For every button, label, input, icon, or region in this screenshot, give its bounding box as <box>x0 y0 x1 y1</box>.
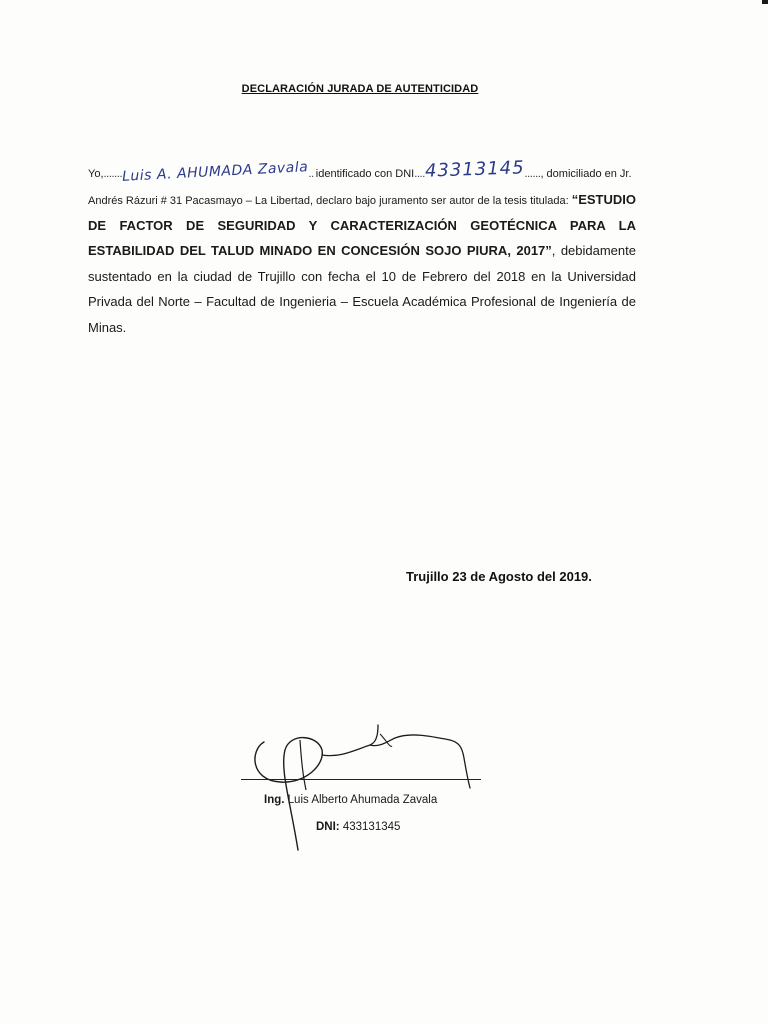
dni-dotted-field: .... <box>414 168 425 180</box>
titled-label: titulada: <box>530 195 569 207</box>
handwritten-name: Luis A. AHUMADA Zavala <box>121 159 309 185</box>
scan-corner-mark <box>762 0 768 4</box>
domiciled-label: , domiciliado en Jr. <box>540 168 632 180</box>
paragraph-rest: , debidamente sustentado en la ciudad de Trujillo con fecha el 10 de Febrero del 2018 en la Universidad Privada del Norte – Facultad de Ingenieria – Escuela Académica Profesional de Ingeniería de Minas. <box>88 243 636 335</box>
declarant-line <box>88 156 636 185</box>
signer-name: Luis Alberto Ahumada Zavala <box>287 794 438 806</box>
document-title: DECLARACIÓN JURADA DE AUTENTICIDAD <box>241 83 479 95</box>
date-line: Trujillo 23 de Agosto del 2019. <box>406 569 592 584</box>
dni-value: 433131345 <box>342 821 401 833</box>
name-dotted-field-end: .. <box>308 168 314 180</box>
thesis-title: “ESTUDIO DE FACTOR DE SEGURIDAD Y CARACTERIZACIÓN GEOTÉCNICA PARA LA ESTABILIDAD DEL TALUD MINADO EN CONCESIÓN SOJO PIURA, 2017” <box>88 192 636 258</box>
signer-prefix: Ing. <box>264 794 285 806</box>
signer-name-line <box>264 794 437 806</box>
signature-line <box>241 779 481 780</box>
dni-dotted-field-end: ...... <box>524 168 541 180</box>
name-dotted-field: ....... <box>103 168 123 180</box>
handwritten-dni-field <box>425 159 525 180</box>
declaration-paragraph <box>88 188 636 341</box>
handwritten-signature <box>230 710 500 860</box>
intro-prefix: Yo, <box>88 168 104 180</box>
handwritten-name-field <box>121 159 309 185</box>
signer-dni-line <box>316 821 400 833</box>
handwritten-dni: 43313145 <box>424 157 525 182</box>
identified-label: identificado con DNI <box>315 168 415 180</box>
dni-label: DNI: <box>316 821 340 833</box>
paragraph-line-2: Andrés Rázuri # 31 Pacasmayo – La Libertad, declaro bajo juramento ser autor de la tesis <box>88 195 528 207</box>
